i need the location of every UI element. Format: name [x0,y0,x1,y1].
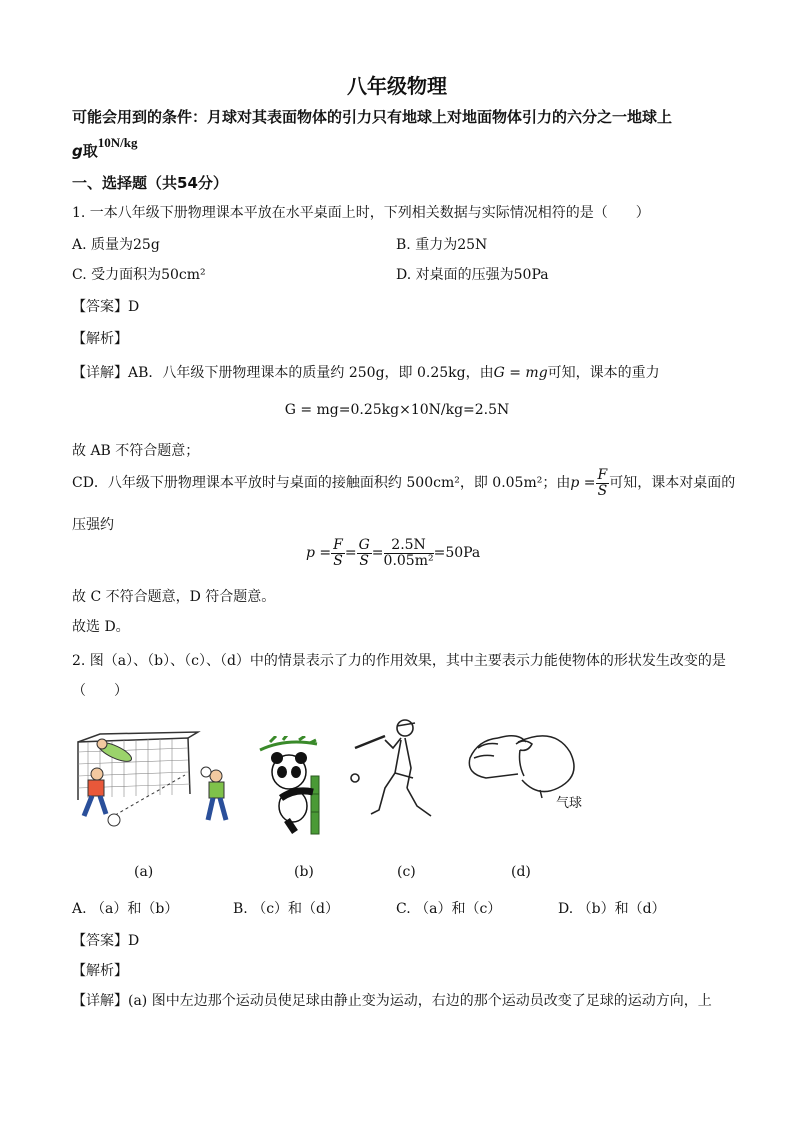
g-symbol: g [72,142,83,160]
q1-option-b: B. 重力为25N [396,237,488,253]
q2-stem-line2: （ ） [72,683,128,699]
q2-option-c: C. （a）和（c） [396,901,502,917]
caption-b: (b) [294,864,314,880]
caption-c: (c) [397,864,416,880]
q2-stem-line1: 2. 图（a）、（b）、（c）、（d）中的情景表示了力的作用效果，其中主要表示力能使物体的形状发生改变的是 [72,653,726,669]
eq-frac-f-den: S [333,552,343,569]
section-heading: 一、选择题（共54分） [72,174,228,192]
q1-cd-line2: 压强约 [72,517,114,533]
figure-b-panda-illustration [255,736,325,836]
q1-stem: 1. 一本八年级下册物理课本平放在水平桌面上时，下列相关数据与实际情况相符的是（ ） [72,205,650,221]
detail-ab-post: 可知，课本的重力 [547,365,660,381]
fraction-f-over-s [596,468,610,498]
page-title: 八年级物理 [347,74,447,98]
eq-frac-g-num: G [358,537,370,553]
detail-cd-pre: CD．八年级下册物理课本平放时与桌面的接触面积约 500cm²，即 0.05m²；由 [72,475,571,492]
q1-final: 故选 D。 [72,619,130,635]
eq-frac-value-num: 2.5N [384,538,434,554]
eq-frac-g-den: S [359,552,369,569]
q1-detail-ab [72,362,660,382]
eq-frac-values [384,538,434,568]
q2-detail: 【详解】(a) 图中左边那个运动员使足球由静止变为运动，右边的那个运动员改变了足球的运动方向，上 [72,993,712,1009]
eq-frac-f-num: F [333,537,343,553]
eq-result: =50Pa [433,545,481,562]
conditions-g [72,135,138,161]
fraction-numerator: F [597,467,608,483]
q1-option-a: A. 质量为25g [72,237,160,253]
q2-option-b: B. （c）和（d） [233,901,339,917]
eq-frac-value-den: 0.05m² [383,552,434,569]
q1-option-d: D. 对桌面的压强为50Pa [396,267,549,283]
equation-pressure: p = $\frac{F}{S}$ = $\frac{G}{S}$ = $\frac{2.5N}{\text{0.05m²}}$ =50Pa [306,537,481,569]
eq-p: p = [306,545,332,562]
q1-ab-conclusion: 故 AB 不符合题意； [72,443,200,459]
q2-analysis: 【解析】 [72,963,128,979]
fraction-denominator: S [597,482,608,499]
equation-weight: G = mg=0.25kg×10N/kg=2.5N [284,402,510,418]
formula-p: p = [570,475,596,492]
q1-analysis: 【解析】 [72,331,128,347]
figure-a-soccer-illustration [70,730,250,830]
qu-text: 取 [82,142,98,160]
formula-g-mg: G = mg [493,365,548,381]
q2-option-a: A. （a）和（b） [72,901,179,917]
conditions-line: 可能会用到的条件：月球对其表面物体的引力只有地球上对地面物体引力的六分之一地球上 [72,108,673,126]
eq-frac-g-s [357,538,372,568]
q1-c-conclusion: 故 C 不符合题意，D 符合题意。 [72,589,276,605]
g-value: 10N/kg [97,135,138,150]
balloon-label: 气球 [556,796,583,811]
caption-a: (a) [134,864,154,880]
q1-option-c: C. 受力面积为50cm² [72,267,206,283]
figure-c-batter-illustration [345,718,445,828]
q1-detail-cd [72,468,735,498]
q1-answer: 【答案】D [72,299,140,315]
caption-d: (d) [511,864,531,880]
detail-ab-pre: 【详解】AB．八年级下册物理课本的质量约 250g，即 0.25kg，由 [72,365,494,381]
q2-answer: 【答案】D [72,933,140,949]
eq-frac-f-s [331,538,345,568]
q2-option-d: D. （b）和（d） [558,901,666,917]
detail-cd-post: 可知，课本对桌面的 [609,475,736,492]
